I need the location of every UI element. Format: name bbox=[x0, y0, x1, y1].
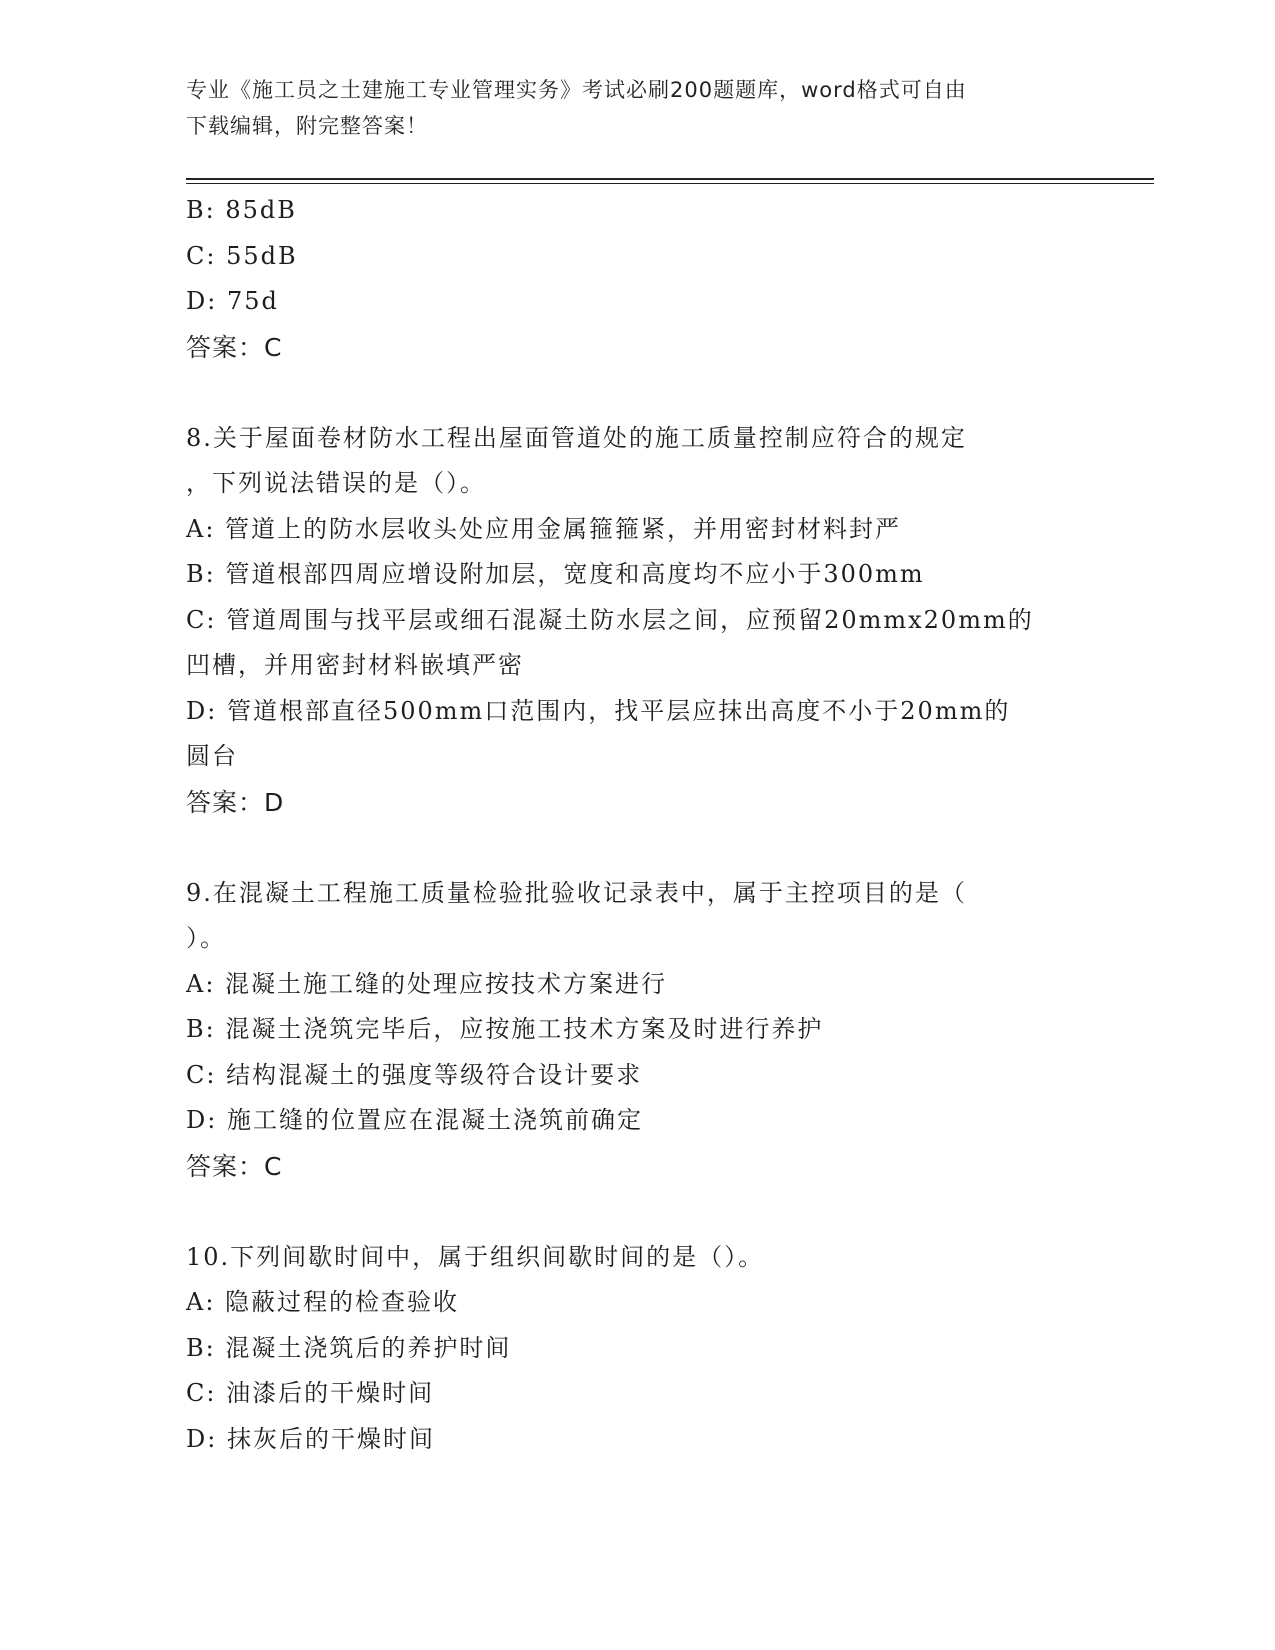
q9-answer: 答案：C bbox=[186, 1151, 283, 1181]
q9-option-d: D: 施工缝的位置应在混凝土浇筑前确定 bbox=[186, 1106, 643, 1134]
question-7 bbox=[186, 188, 1086, 370]
q8-answer: 答案：D bbox=[186, 787, 285, 817]
q10-stem: 10.下列间歇时间中，属于组织间歇时间的是（）。 bbox=[186, 1242, 765, 1271]
q10-option-a: A: 隐蔽过程的检查验收 bbox=[186, 1288, 460, 1316]
q8-option-b: B: 管道根部四周应增设附加层，宽度和高度均不应小于300mm bbox=[186, 560, 925, 588]
q9-option-b: B: 混凝土浇筑完毕后，应按施工技术方案及时进行养护 bbox=[186, 1015, 824, 1043]
spacer bbox=[186, 370, 1086, 416]
q9-stem-line-1: 9.在混凝土工程施工质量检验批验收记录表中，属于主控项目的是（ bbox=[186, 878, 967, 907]
header-divider-thick bbox=[186, 178, 1154, 180]
spacer bbox=[186, 1189, 1086, 1235]
page-header bbox=[186, 72, 1066, 144]
question-9 bbox=[186, 871, 1086, 1190]
q7-option-d: D: 75d bbox=[186, 287, 279, 315]
q10-option-d: D: 抹灰后的干燥时间 bbox=[186, 1424, 435, 1453]
q9-option-c: C: 结构混凝土的强度等级符合设计要求 bbox=[186, 1060, 643, 1089]
header-line-2: 下载编辑，附完整答案！ bbox=[186, 114, 428, 138]
q7-option-c: C: 55dB bbox=[186, 241, 298, 270]
question-10 bbox=[186, 1235, 1086, 1463]
q8-option-c-line-2: 凹槽，并用密封材料嵌填严密 bbox=[186, 651, 524, 679]
q9-stem-line-2: ）。 bbox=[186, 924, 226, 952]
q10-option-c: C: 油漆后的干燥时间 bbox=[186, 1379, 435, 1407]
q8-option-a: A: 管道上的防水层收头处应用金属箍箍紧，并用密封材料封严 bbox=[186, 514, 902, 543]
q8-option-c-line-1: C: 管道周围与找平层或细石混凝土防水层之间，应预留20mmx20mm的 bbox=[186, 605, 1034, 634]
q8-option-d-line-2: 圆台 bbox=[186, 742, 238, 770]
q8-stem-line-2: ，下列说法错误的是（）。 bbox=[186, 469, 486, 497]
q8-option-d-line-1: D: 管道根部直径500mm口范围内，找平层应抹出高度不小于20mm的 bbox=[186, 696, 1011, 725]
header-divider-thin bbox=[186, 183, 1154, 184]
q8-stem-line-1: 8.关于屋面卷材防水工程出屋面管道处的施工质量控制应符合的规定 bbox=[186, 423, 967, 452]
header-line-1: 专业《施工员之土建施工专业管理实务》考试必刷200题题库，word格式可自由 bbox=[186, 78, 967, 102]
q7-answer: 答案：C bbox=[186, 332, 283, 362]
q10-option-b: B: 混凝土浇筑后的养护时间 bbox=[186, 1333, 512, 1362]
question-content bbox=[186, 188, 1086, 1462]
q9-option-a: A: 混凝土施工缝的处理应按技术方案进行 bbox=[186, 969, 668, 998]
spacer bbox=[186, 825, 1086, 871]
q7-option-b: B: 85dB bbox=[186, 196, 297, 224]
question-8 bbox=[186, 416, 1086, 826]
